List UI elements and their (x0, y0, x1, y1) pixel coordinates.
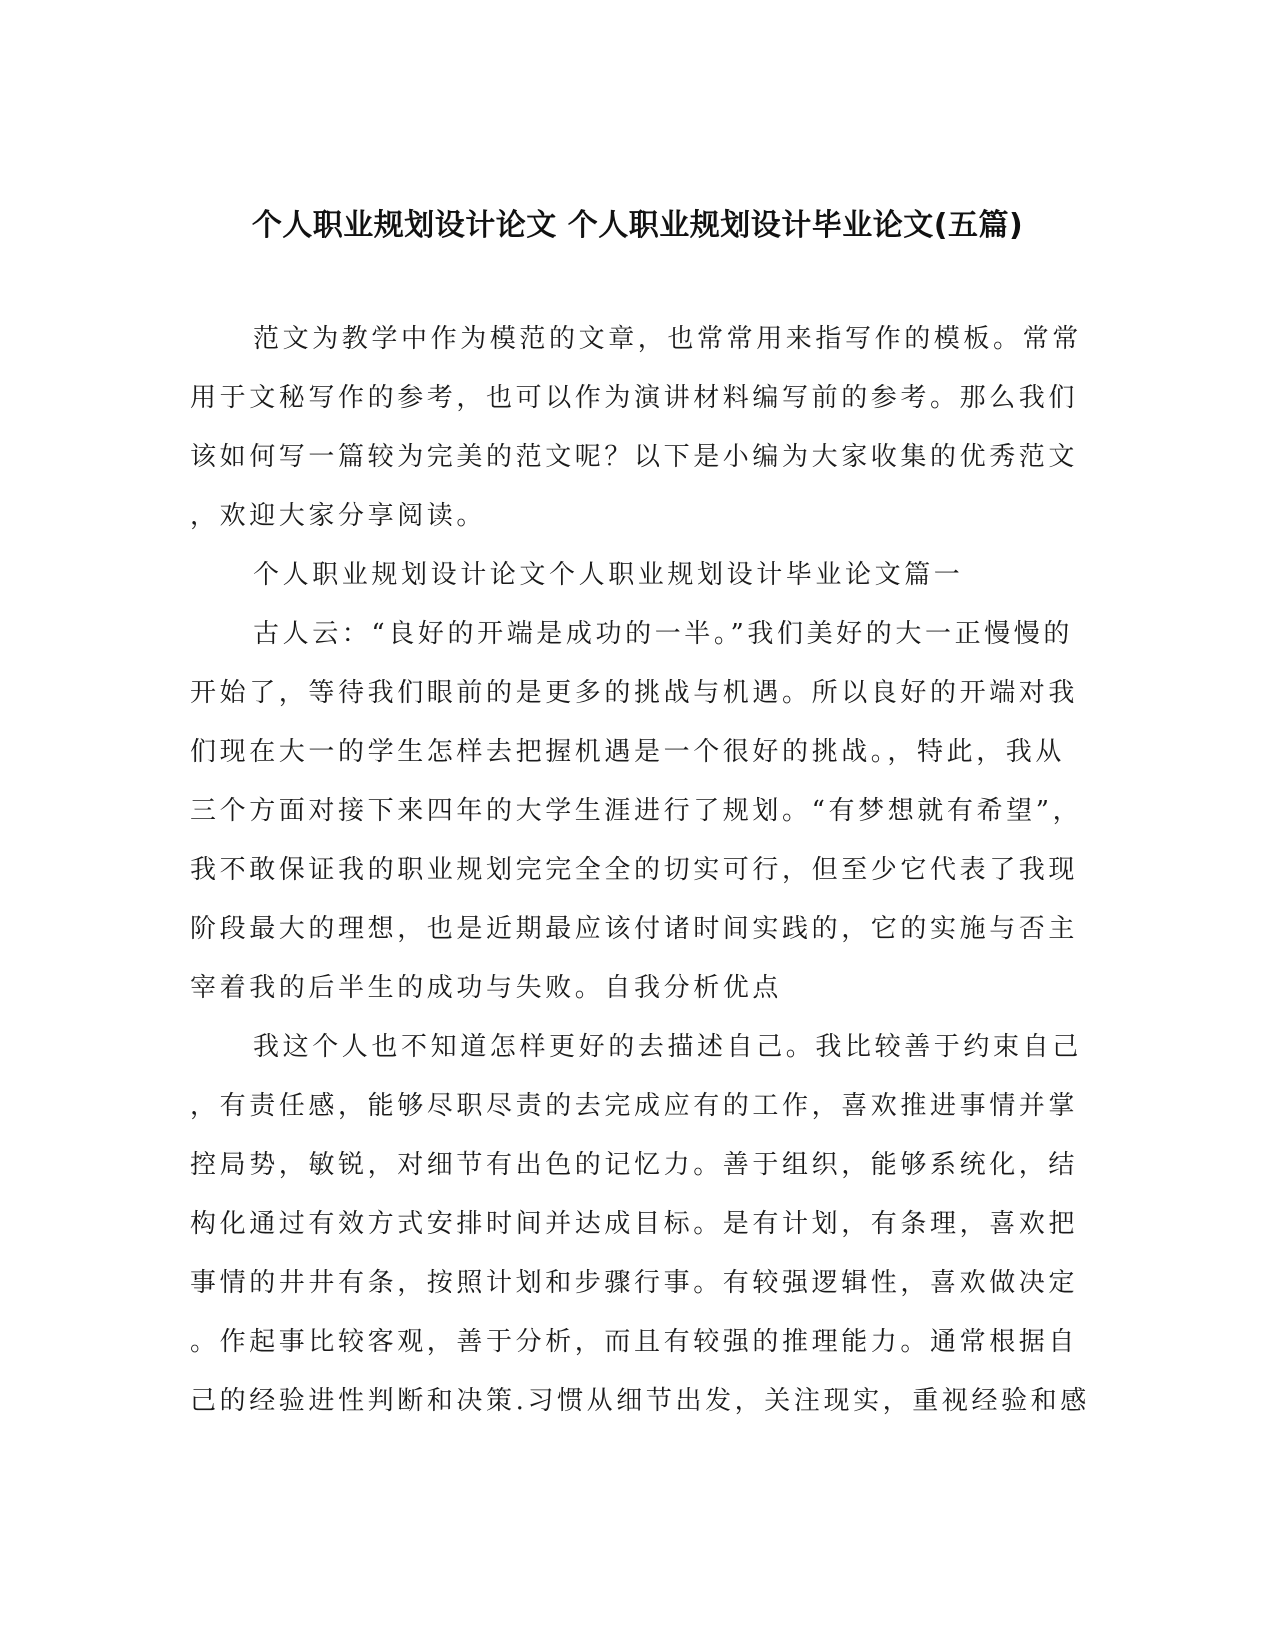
body-line: 范文为教学中作为模范的文章，也常常用来指写作的模板。常常 (253, 324, 1082, 354)
body-line: 宰着我的后半生的成功与失败。自我分析优点 (190, 973, 783, 1003)
document-title: 个人职业规划设计论文 个人职业规划设计毕业论文(五篇) (251, 208, 1024, 243)
body-line: 们现在大一的学生怎样去把握机遇是一个很好的挑战。，特此，我从 (190, 737, 1066, 767)
body-line: 三个方面对接下来四年的大学生涯进行了规划。“有梦想就有希望”， (190, 796, 1083, 826)
body-line: 我不敢保证我的职业规划完完全全的切实可行，但至少它代表了我现 (190, 855, 1079, 885)
body-line: 构化通过有效方式安排时间并达成目标。是有计划，有条理，喜欢把 (190, 1209, 1079, 1239)
body-line: 。作起事比较客观，善于分析，而且有较强的推理能力。通常根据自 (190, 1327, 1079, 1357)
section-heading: 个人职业规划设计论文个人职业规划设计毕业论文篇一 (253, 560, 964, 590)
body-line: 用于文秘写作的参考，也可以作为演讲材料编写前的参考。那么我们 (190, 383, 1079, 413)
body-line: 阶段最大的理想，也是近期最应该付诸时间实践的，它的实施与否主 (190, 914, 1079, 944)
body-line: 事情的井井有条，按照计划和步骤行事。有较强逻辑性，喜欢做决定 (190, 1268, 1079, 1298)
body-line: ，有责任感，能够尽职尽责的去完成应有的工作，喜欢推进事情并掌 (190, 1091, 1079, 1121)
body-line: 开始了，等待我们眼前的是更多的挑战与机遇。所以良好的开端对我 (190, 678, 1079, 708)
body-line: 该如何写一篇较为完美的范文呢？以下是小编为大家收集的优秀范文 (190, 442, 1079, 472)
body-line: ，欢迎大家分享阅读。 (190, 501, 487, 531)
body-line: 古人云：“良好的开端是成功的一半。”我们美好的大一正慢慢的 (253, 619, 1073, 649)
body-line: 己的经验进性判断和决策.习惯从细节出发，关注现实，重视经验和感 (190, 1386, 1090, 1416)
body-line: 控局势，敏锐，对细节有出色的记忆力。善于组织，能够系统化，结 (190, 1150, 1079, 1180)
body-line: 我这个人也不知道怎样更好的去描述自己。我比较善于约束自己 (253, 1032, 1082, 1062)
